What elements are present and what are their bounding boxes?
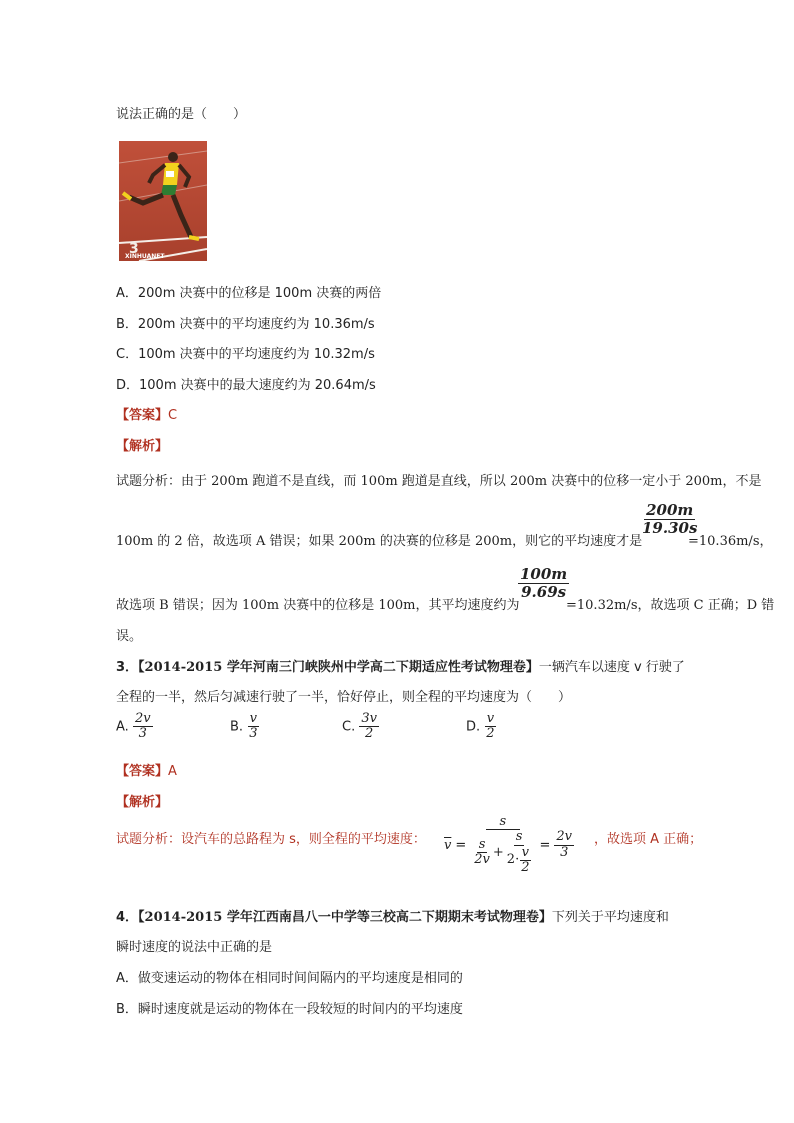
q2-analysis-label: 【解析】 [116, 439, 169, 454]
answer-value: C [168, 408, 178, 423]
q3-option-b-num: v [249, 711, 258, 726]
photo-watermark: XINHUANET [125, 253, 165, 260]
q3-option-d-label: D. [466, 719, 481, 735]
answer-label: 【答案】 [116, 408, 169, 423]
q2-option-b: B．200m 决赛中的平均速度约为 10.36m/s [116, 317, 375, 332]
q4-option-b: B．瞬时速度就是运动的物体在一段较短的时间内的平均速度 [116, 1002, 463, 1017]
q3-option-c-den: 2 [365, 726, 374, 742]
q2-analysis-line3a: 故选项 B 错误；因为 100m 决赛中的位移是 100m，其平均速度约为 [116, 598, 520, 613]
q2-analysis-line4: 误。 [116, 629, 143, 644]
svg-text:3: 3 [129, 241, 139, 257]
answer-value: A [168, 764, 177, 779]
q3-option-a-den: 3 [138, 726, 147, 742]
q4-stem1: 下列关于平均速度和 [551, 910, 669, 925]
result-num: 2v [556, 829, 573, 845]
q3-answer [116, 760, 177, 779]
q3-average-velocity-formula [444, 815, 574, 875]
answer-label: 【答案】 [116, 764, 169, 779]
q3-option-b-den: 3 [249, 726, 258, 742]
q3-stem-line2: 全程的一半，然后匀减速行驶了一半，恰好停止，则全程的平均速度为（ ） [116, 690, 572, 705]
q3-option-c-num: 3v [361, 711, 377, 726]
formula-numerator: s [486, 815, 521, 830]
q3-option-a-num: 2v [134, 711, 151, 726]
plus-sign: + [492, 844, 504, 860]
fraction-100m [518, 566, 569, 600]
q2-option-d: D．100m 决赛中的最大速度约为 20.64m/s [116, 378, 376, 393]
q3-number: 3． [116, 660, 139, 675]
equals-sign: = [455, 837, 467, 853]
sprinter-photo [119, 141, 207, 261]
vbar-symbol: $\overline{v}$ [444, 837, 452, 853]
q3-analysis-label: 【解析】 [116, 795, 169, 810]
q4-option-a: A．做变速运动的物体在相同时间间隔内的平均速度是相同的 [116, 971, 463, 986]
q4-number: 4． [116, 910, 139, 925]
q3-option-b [230, 712, 259, 742]
equals-sign-2: = [539, 837, 551, 853]
den-frac1-den: 2v [474, 852, 490, 868]
q3-option-d-den: 2 [486, 726, 495, 742]
q3-analysis-text-a: 试题分析：设汽车的总路程为 s，则全程的平均速度： [116, 832, 426, 847]
q3-stem-line1 [116, 656, 685, 675]
q4-stem-line2: 瞬时速度的说法中正确的是 [116, 940, 273, 955]
den-frac2-den-coef: 2· [506, 852, 520, 868]
q2-prompt-tail: 说法正确的是（ ） [116, 107, 247, 122]
q4-stem-line1 [116, 906, 669, 925]
q3-option-c [342, 712, 379, 742]
q3-option-a-label: A. [116, 719, 129, 735]
den-frac2-num: s [515, 829, 523, 845]
q3-source: 【2014-2015 学年河南三门峡陕州中学高二下期适应性考试物理卷】 [138, 660, 539, 675]
q4-source: 【2014-2015 学年江西南昌八一中学等三校高二下期期末考试物理卷】 [138, 910, 552, 925]
q3-option-d-num: v [486, 711, 495, 726]
q2-analysis-line2b: =10.36m/s， [688, 534, 773, 549]
q3-analysis-text-b: ，故选项 A 正确； [594, 832, 703, 847]
den-frac2-inner-num: v [521, 844, 530, 860]
result-den: 3 [560, 844, 569, 860]
q2-analysis-line1: 试题分析：由于 200m 跑道不是直线，而 100m 跑道是直线，所以 200m 决赛中的位移一定小于 200m，不是 [116, 474, 762, 489]
frac2-denominator: 9.69s [521, 582, 567, 601]
q3-option-b-label: B. [230, 719, 244, 735]
q3-option-d [466, 712, 497, 742]
den-frac1-num: s [478, 836, 486, 852]
q3-option-c-label: C. [342, 719, 356, 735]
frac2-numerator: 100m [520, 565, 568, 583]
q3-stem1: 一辆汽车以速度 v 行驶了 [538, 660, 685, 675]
den-frac2-inner-den: 2 [521, 859, 530, 875]
q2-option-c: C．100m 决赛中的平均速度约为 10.32m/s [116, 347, 375, 362]
q2-analysis-line3b: =10.32m/s，故选项 C 正确；D 错 [566, 598, 775, 613]
frac1-denominator: 19.30s [642, 518, 698, 537]
q3-option-a [116, 712, 153, 742]
q2-option-a: A．200m 决赛中的位移是 100m 决赛的两倍 [116, 286, 382, 301]
frac1-numerator: 200m [646, 501, 694, 519]
q2-analysis-line2a: 100m 的 2 倍，故选项 A 错误；如果 200m 的决赛的位移是 200m，则它的平均速度才是 [116, 534, 643, 549]
q2-answer [116, 404, 177, 423]
